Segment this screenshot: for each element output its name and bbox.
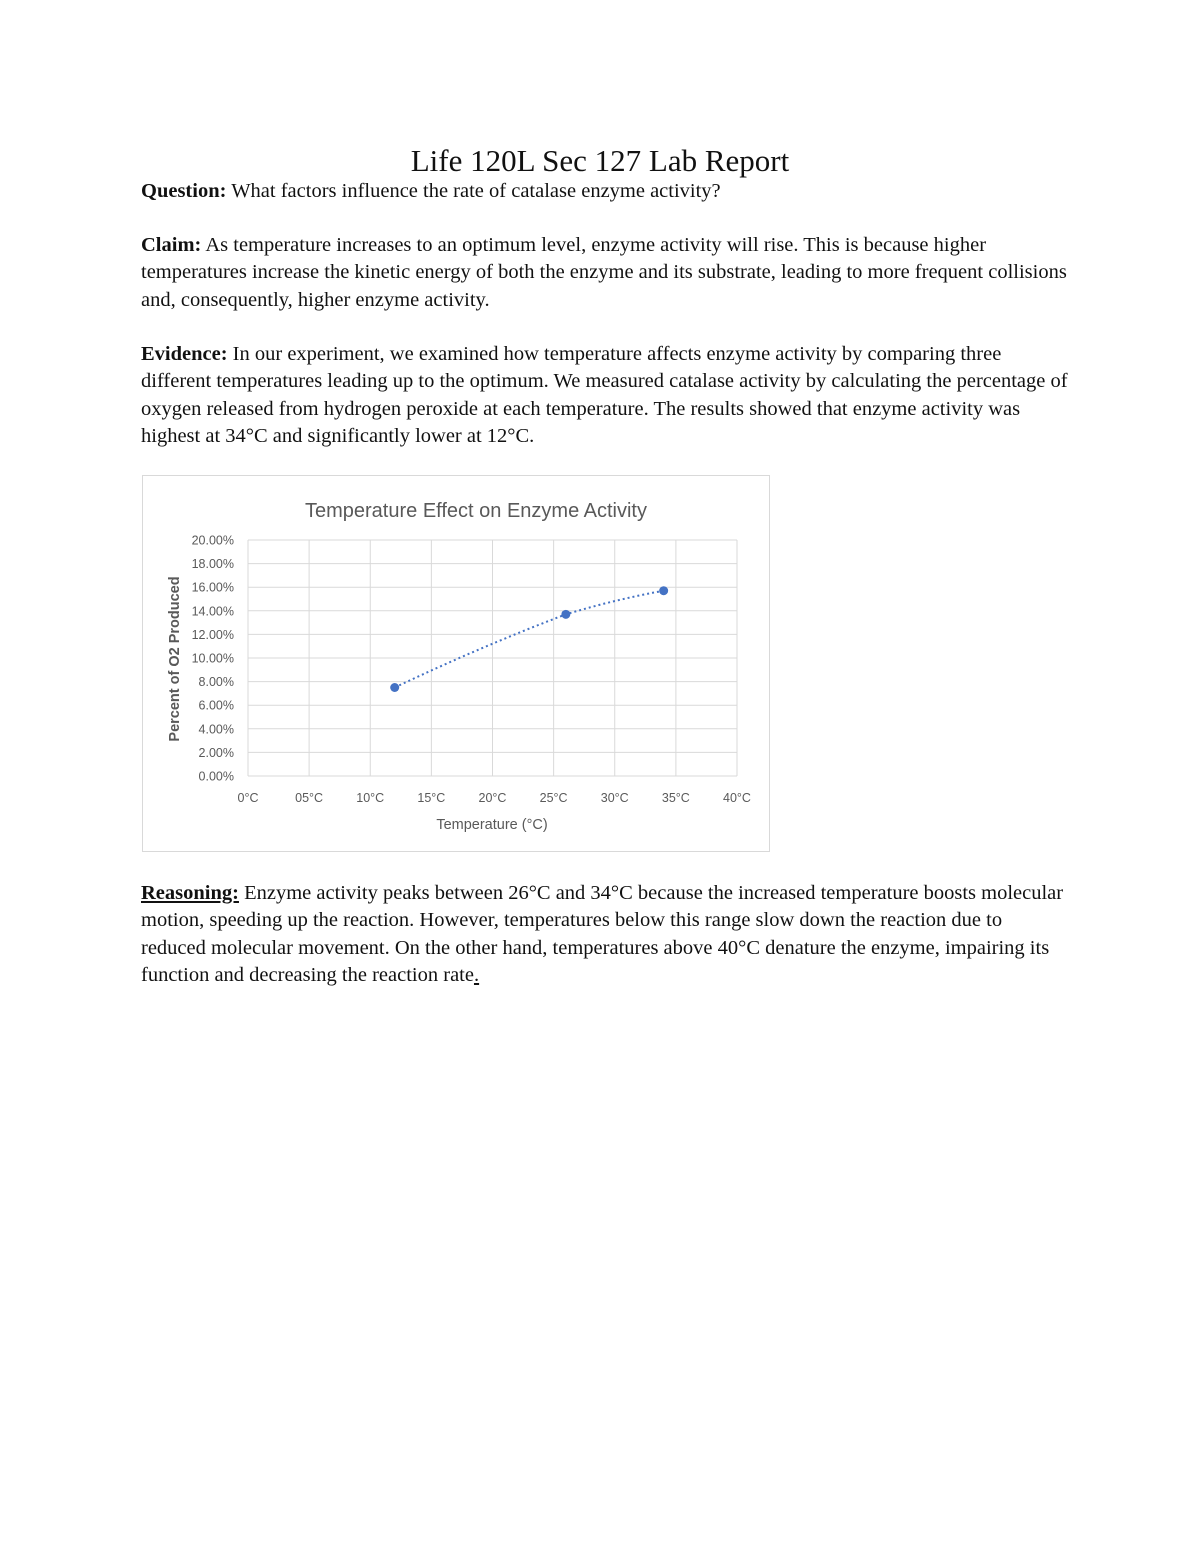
chart-gridlines	[248, 540, 737, 776]
data-point	[659, 586, 668, 595]
reasoning-text: Enzyme activity peaks between 26°C and 34°C because the increased temperature boosts molecular motion, speeding up the reaction. However, temperatures below this range slow down the reaction due to reduced molecular movement. On the other hand, temperatures above 40°C denature the enzyme, impairing its function and decreasing the reaction rate	[141, 882, 1064, 986]
reasoning-end-mark: .	[473, 963, 480, 986]
y-tick-label: 10.00%	[191, 651, 234, 666]
y-tick-label: 14.00%	[191, 604, 234, 619]
evidence-text: In our experiment, we examined how temperature affects enzyme activity by comparing three different temperatures leading up to the optimum. We measured catalase activity by calculating the percentage of oxygen released from hydrogen peroxide at each temperature. The results showed that enzyme activity was highest at 34°C and significantly lower at 12°C.	[141, 343, 1068, 447]
page-title: Life 120L Sec 127 Lab Report	[410, 143, 790, 178]
x-tick-label: 20°C	[478, 791, 507, 805]
enzyme-activity-chart	[143, 476, 769, 851]
chart-title: Temperature Effect on Enzyme Activity	[304, 500, 648, 522]
x-tick-label: 40°C	[723, 791, 751, 805]
chart-series	[390, 586, 668, 692]
claim-paragraph	[141, 232, 1071, 314]
reasoning-paragraph	[141, 880, 1071, 989]
y-tick-label: 4.00%	[198, 722, 234, 737]
y-axis-label: Percent of O2 Produced	[167, 576, 183, 742]
x-tick-label: 25°C	[539, 791, 568, 805]
x-tick-label: 35°C	[661, 791, 690, 805]
x-tick-label: 0°C	[237, 791, 259, 805]
y-tick-label: 2.00%	[198, 745, 234, 760]
y-tick-label: 20.00%	[191, 533, 234, 548]
question-label: Question:	[141, 180, 227, 202]
evidence-paragraph	[141, 341, 1071, 450]
claim-text: As temperature increases to an optimum level, enzyme activity will rise. This is because higher temperatures increase the kinetic energy of both the enzyme and its substrate, leading to more frequent collisions and, consequently, higher enzyme activity.	[141, 234, 1067, 311]
claim-label: Claim:	[141, 234, 202, 256]
x-tick-label: 10°C	[356, 791, 385, 805]
y-tick-label: 16.00%	[191, 580, 234, 595]
reasoning-label: Reasoning:	[141, 882, 239, 904]
y-tick-label: 0.00%	[198, 769, 234, 784]
question-text: What factors influence the rate of catalase enzyme activity?	[231, 180, 721, 202]
data-point	[390, 683, 399, 692]
y-tick-label: 12.00%	[191, 627, 234, 642]
data-point	[561, 610, 570, 619]
x-tick-label: 05°C	[295, 791, 324, 805]
y-tick-label: 6.00%	[198, 698, 234, 713]
chart-tick-labels	[192, 534, 751, 806]
x-tick-label: 15°C	[417, 791, 446, 805]
y-tick-label: 18.00%	[191, 557, 234, 572]
trendline	[395, 591, 664, 688]
x-tick-label: 30°C	[600, 791, 629, 805]
y-tick-label: 8.00%	[198, 675, 234, 690]
chart-container	[142, 475, 770, 852]
question-paragraph	[141, 178, 1071, 205]
evidence-label: Evidence:	[141, 343, 228, 365]
x-axis-label: Temperature (°C)	[436, 817, 548, 833]
